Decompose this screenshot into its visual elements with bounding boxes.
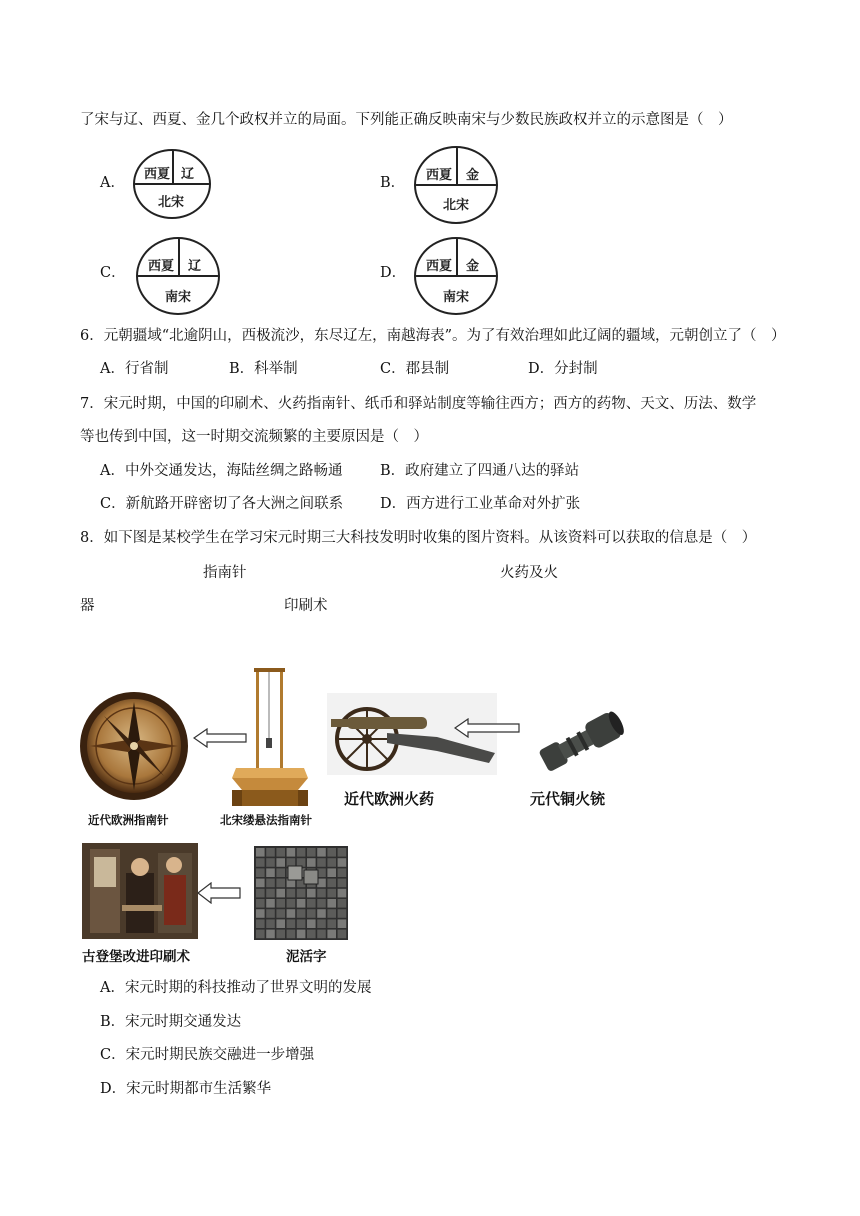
arrow-left-icon bbox=[197, 882, 241, 904]
q5-option-a-diagram bbox=[133, 149, 211, 219]
diagram-left-label: 西夏 bbox=[426, 259, 453, 274]
diagram-bottom-label: 南宋 bbox=[443, 290, 470, 305]
q7-option-d[interactable]: D．西方进行工业革命对外扩张 bbox=[380, 496, 581, 512]
q5-option-d-label[interactable]: D． bbox=[380, 265, 407, 281]
arrow-left-icon bbox=[454, 718, 520, 738]
q8-option-b[interactable]: B．宋元时期交通发达 bbox=[100, 1014, 242, 1030]
caption-gutenberg: 古登堡改进印刷术 bbox=[82, 949, 190, 965]
q8-heading-printing: 印刷术 bbox=[284, 598, 328, 614]
clay-type-image bbox=[254, 846, 348, 940]
caption-clay-type: 泥活字 bbox=[286, 949, 327, 965]
song-compass-image bbox=[228, 668, 312, 810]
caption-song-compass: 北宋缕悬法指南针 bbox=[220, 813, 312, 827]
q5-option-c-label[interactable]: C． bbox=[100, 265, 126, 281]
q5-option-a-label[interactable]: A． bbox=[100, 175, 125, 191]
q7-option-a[interactable]: A．中外交通发达，海陆丝绸之路畅通 bbox=[100, 463, 343, 479]
q8-option-a[interactable]: A．宋元时期的科技推动了世界文明的发展 bbox=[100, 980, 372, 996]
caption-euro-gunpowder: 近代欧洲火药 bbox=[344, 790, 435, 808]
q8-stem: 8．如下图是某校学生在学习宋元时期三大科技发明时收集的图片资料。从该资料可以获取的信息是（ ） bbox=[80, 530, 757, 546]
q7-stem-line2: 等也传到中国，这一时期交流频繁的主要原因是（ ） bbox=[80, 429, 428, 445]
q8-heading-gunpowder-cont: 器 bbox=[80, 598, 95, 614]
q7-option-b[interactable]: B．政府建立了四通八达的驿站 bbox=[380, 463, 580, 479]
diagram-right-label: 金 bbox=[466, 168, 480, 183]
q8-option-c[interactable]: C．宋元时期民族交融进一步增强 bbox=[100, 1047, 315, 1063]
q6-option-a[interactable]: A．行省制 bbox=[100, 361, 169, 377]
q8-option-d[interactable]: D．宋元时期都市生活繁华 bbox=[100, 1081, 272, 1097]
diagram-bottom-label: 北宋 bbox=[443, 198, 470, 213]
q8-heading-gunpowder: 火药及火 bbox=[500, 565, 558, 581]
caption-yuan-cannon: 元代铜火铳 bbox=[530, 790, 606, 808]
q6-stem: 6．元朝疆域“北逾阴山，西极流沙，东尽辽左，南越海表”。为了有效治理如此辽阔的疆域，元朝创立了（ ） bbox=[80, 328, 786, 344]
q5-option-d-diagram bbox=[414, 237, 498, 315]
diagram-right-label: 辽 bbox=[188, 259, 202, 274]
q5-option-b-label[interactable]: B． bbox=[380, 175, 406, 191]
q5-option-b-diagram bbox=[414, 146, 498, 224]
diagram-right-label: 辽 bbox=[181, 167, 195, 182]
diagram-bottom-label: 北宋 bbox=[158, 195, 185, 210]
q6-option-b[interactable]: B．科举制 bbox=[229, 361, 298, 377]
q6-option-d[interactable]: D．分封制 bbox=[528, 361, 598, 377]
diagram-right-label: 金 bbox=[466, 259, 480, 274]
gutenberg-image bbox=[82, 843, 198, 939]
q7-stem-line1: 7．宋元时期，中国的印刷术、火药指南针、纸币和驿站制度等输往西方；西方的药物、天文、历法、数学 bbox=[80, 396, 757, 412]
yuan-cannon-image bbox=[533, 702, 629, 780]
diagram-bottom-label: 南宋 bbox=[165, 290, 192, 305]
caption-euro-compass: 近代欧洲指南针 bbox=[88, 813, 169, 827]
q6-option-c[interactable]: C．郡县制 bbox=[380, 361, 450, 377]
diagram-left-label: 西夏 bbox=[144, 167, 171, 182]
q7-option-c[interactable]: C．新航路开辟密切了各大洲之间联系 bbox=[100, 496, 344, 512]
q8-heading-compass: 指南针 bbox=[203, 565, 247, 581]
q5-option-c-diagram bbox=[136, 237, 220, 315]
diagram-left-label: 西夏 bbox=[426, 168, 453, 183]
diagram-left-label: 西夏 bbox=[148, 259, 175, 274]
q5-stem: 了宋与辽、西夏、金几个政权并立的局面。下列能正确反映南宋与少数民族政权并立的示意图是（ ） bbox=[80, 112, 733, 128]
euro-compass-image bbox=[78, 688, 190, 804]
